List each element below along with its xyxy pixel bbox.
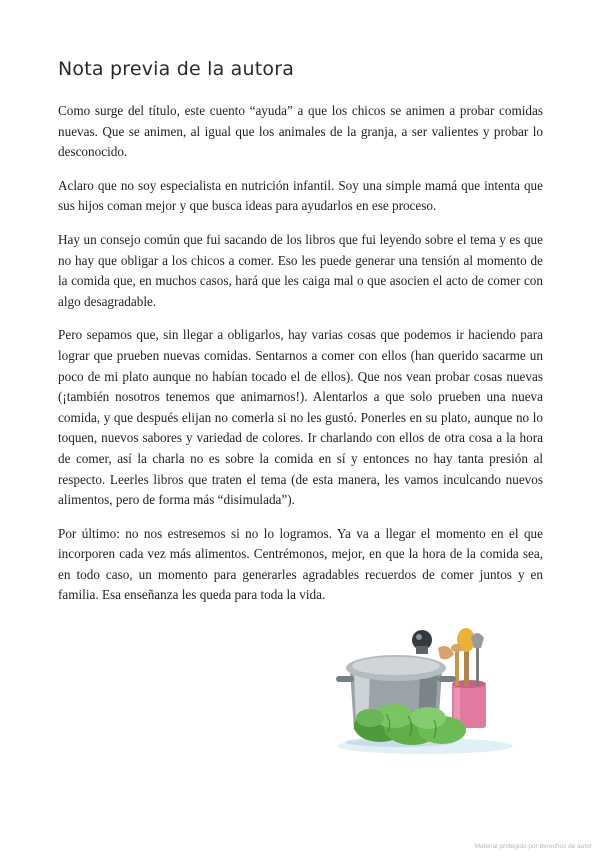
copyright-notice: Material protegido por derechos de autor bbox=[474, 843, 592, 850]
page-title: Nota previa de la autora bbox=[58, 58, 295, 80]
paragraph-1: Como surge del título, este cuento “ayuda” a que los chicos se animen a probar comidas nuevas. Que se animen, al igual que los animales de la granja, a ser valientes y probar lo desconocido. bbox=[58, 103, 543, 160]
lettuce-icon bbox=[354, 704, 466, 745]
cooking-pot-illustration bbox=[330, 618, 520, 758]
paragraph-2: Aclaro que no soy especialista en nutrición infantil. Soy una simple mamá que intenta que sus hijos coman mejor y que busca ideas para ayudarlos en ese proceso. bbox=[58, 177, 543, 214]
utensil-holder-icon bbox=[451, 628, 486, 728]
paragraph-3: Hay un consejo común que fui sacando de los libros que fui leyendo sobre el tema y es que no hay que obligar a los chicos a comer. Eso les puede generar una tensión al momento de la comida que, en muchos casos, hará que les caiga mal o que asocien el acto de comer con algo desagradable. bbox=[58, 231, 543, 309]
body-text bbox=[58, 101, 543, 619]
paragraph-5: Por último: no nos estresemos si no lo logramos. Ya va a llegar el momento en el que incorporen cada vez más alimentos. Centrémonos, mejor, en que la hora de la comida sea, en todo caso, un momento para generarles agradables recuerdos de comer juntos y en familia. Esa enseñanza les queda para toda la vida. bbox=[58, 525, 543, 603]
paragraph-4: Pero sepamos que, sin llegar a obligarlos, hay varias cosas que podemos ir haciendo para lograr que prueben nuevas comidas. Sentarnos a comer con ellos (han querido sacarme un poco de mi plato aunque no habían tocado el de ellos). Que nos vean probar cosas nuevas (¡también nosotros tenemos que animarnos!). Alentarlos a que solo prueben una nueva comida, y que después elijan no comerla si no les gustó. Ponerles en su plato, aunque no lo toquen, nuevos sabores y variedad de colores. Ir charlando con ellos de otra cosa a la hora de comer, así la charla no es sobre la comida en sí y entonces no hay tanta presión al respecto. Leerles libros que traten el tema (de esta manera, les vamos inculcando nuevos alimentos, pero de forma más “disimulada”). bbox=[58, 327, 543, 508]
